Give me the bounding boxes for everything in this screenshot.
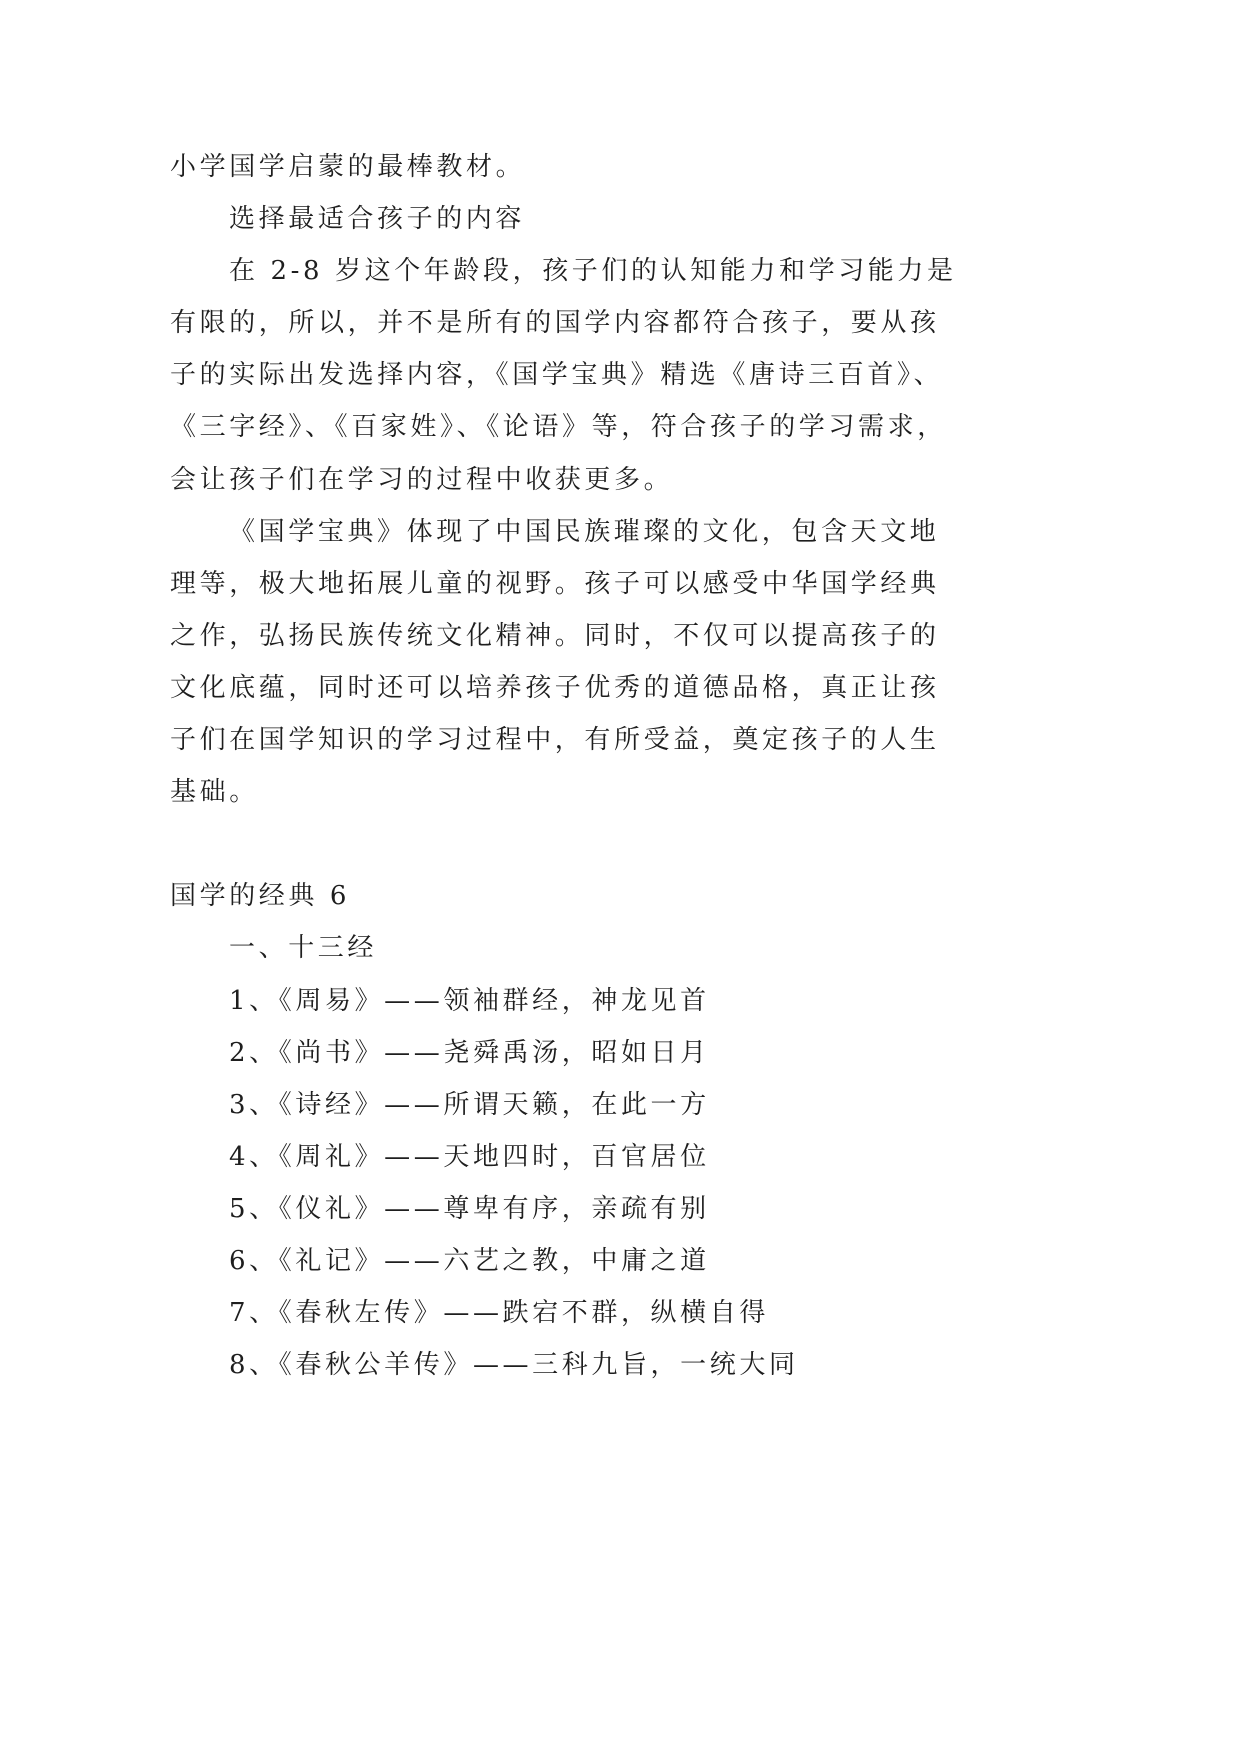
paragraph-guoxue-baodian xyxy=(170,506,1170,819)
paragraph-line: 之作，弘扬民族传统文化精神。同时，不仅可以提高孩子的 xyxy=(170,620,940,651)
continued-paragraph-line: 小学国学启蒙的最棒教材。 xyxy=(170,152,526,182)
list-heading: 一、十三经 xyxy=(229,933,378,964)
blank-line xyxy=(170,818,1170,870)
list-item: 4、《周礼》——天地四时，百官居位 xyxy=(229,1141,710,1172)
paragraph-line: 子们在国学知识的学习过程中，有所受益，奠定孩子的人生 xyxy=(170,725,940,756)
list-item: 8、《春秋公羊传》——三科九旨，一统大同 xyxy=(229,1350,799,1381)
classics-list xyxy=(170,975,1170,1392)
paragraph-content-selection xyxy=(170,245,1170,505)
list-item: 1、《周易》——领袖群经，神龙见首 xyxy=(229,985,710,1016)
list-item: 3、《诗经》——所谓天籁，在此一方 xyxy=(229,1089,710,1120)
section-title: 国学的经典 6 xyxy=(170,881,351,912)
list-item: 2、《尚书》——尧舜禹汤，昭如日月 xyxy=(229,1037,710,1068)
paragraph-line: 基础。 xyxy=(170,777,259,808)
paragraph-line: 有限的，所以，并不是所有的国学内容都符合孩子，要从孩 xyxy=(170,308,940,339)
paragraph-line: 理等，极大地拓展儿童的视野。孩子可以感受中华国学经典 xyxy=(170,568,940,599)
subheading: 选择最适合孩子的内容 xyxy=(229,204,526,235)
document-body xyxy=(170,141,1170,1391)
paragraph-line: 在 2-8 岁这个年龄段，孩子们的认知能力和学习能力是 xyxy=(229,256,957,287)
list-item: 5、《仪礼》——尊卑有序，亲疏有别 xyxy=(229,1193,710,1224)
paragraph-line: 《国学宝典》体现了中国民族璀璨的文化，包含天文地 xyxy=(229,516,940,547)
list-item: 6、《礼记》——六艺之教，中庸之道 xyxy=(229,1245,710,1276)
paragraph-line: 会让孩子们在学习的过程中收获更多。 xyxy=(170,464,674,495)
list-item: 7、《春秋左传》——跌宕不群，纵横自得 xyxy=(229,1298,769,1329)
paragraph-line: 《三字经》、《百家姓》、《论语》等，符合孩子的学习需求， xyxy=(170,412,947,443)
paragraph-line: 子的实际出发选择内容，《国学宝典》精选《唐诗三百首》、 xyxy=(170,360,944,391)
paragraph-line: 文化底蕴，同时还可以培养孩子优秀的道德品格，真正让孩 xyxy=(170,672,940,703)
